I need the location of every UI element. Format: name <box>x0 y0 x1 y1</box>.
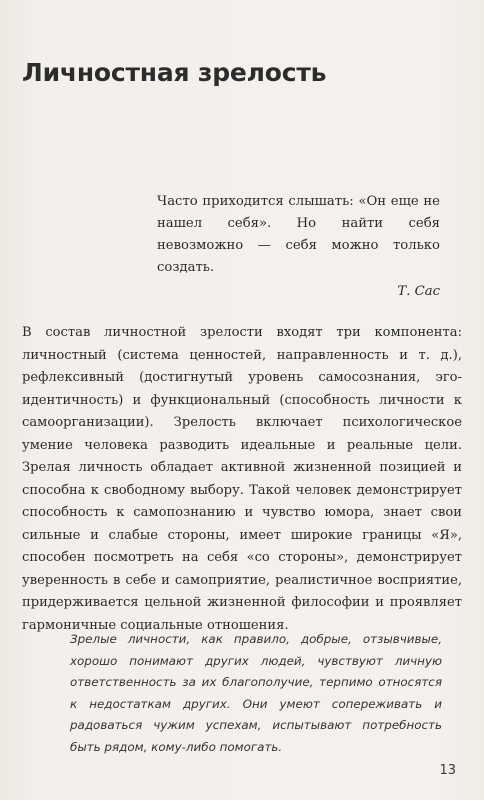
italic-note: Зрелые личности, как правило, добрые, отзывчивые, хорошо понимают других людей, чувствуют личную ответственность за их благополучие, терпимо относятся к недостаткам других. Они умеют сопереживать и радоваться чужим успехам, испытывают потребность быть рядом, кому-либо помогать. <box>70 632 442 754</box>
body-paragraph: В состав личностной зрелости входят три компонента: личностный (система ценностей, направленность и т. д.), рефлексивный (достигнутый уровень самосознания, эго-идентичность) и функциональный (способность личности к самоорганизации). Зрелость включает психологическое умение человека разводить идеальные и реальные цели. Зрелая личность обладает активной жизненной позицией и способна к свободному выбору. Такой человек демонстрирует способность к самопознанию и чувство юмора, знает свои сильные и слабые стороны, имеет широкие границы «Я», способен посмотреть на себя «со стороны», демонстрирует уверенность в себе и самоприятие, реалистичное восприятие, придерживается цельной жизненной философии и проявляет гармоничные социальные отношения. <box>22 325 462 633</box>
epigraph-text: Часто приходится слышать: «Он еще не нашел себя». Но найти себя невозможно — себя можно только создать. <box>157 194 440 275</box>
epigraph-author: Т. Сас <box>397 284 440 299</box>
epigraph <box>157 191 440 303</box>
chapter-heading: Личностная зрелость <box>22 58 327 87</box>
page-number: 13 <box>439 763 456 778</box>
